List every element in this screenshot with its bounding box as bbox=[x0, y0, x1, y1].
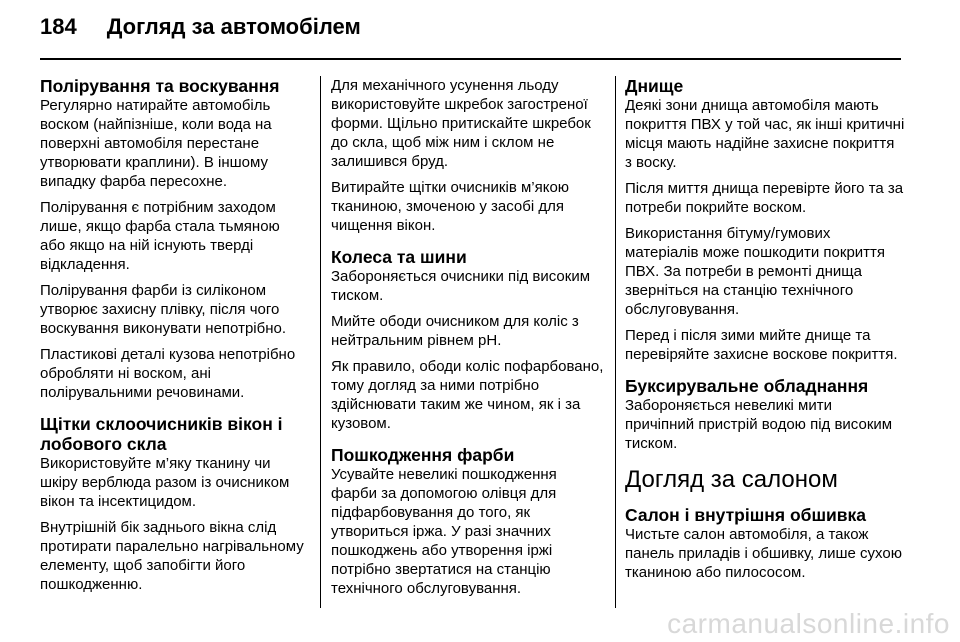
page-header bbox=[40, 14, 361, 48]
heading-towing: Буксирувальне обладнання bbox=[625, 376, 869, 396]
heading-paint-damage: Пошкодження фарби bbox=[331, 445, 515, 465]
column-divider bbox=[320, 76, 321, 608]
paragraph: Мийте ободи очисником для коліс з нейтральним рівнем pH. bbox=[331, 313, 579, 349]
heading-underbody: Днище bbox=[625, 76, 684, 96]
paragraph: Пластикові деталі кузова непотрібно обробляти ні воском, ані полірувальними речовинами. bbox=[40, 346, 296, 401]
paragraph: Використання бітуму/гумових матеріалів може пошкодити покриття ПВХ. За потреби в ремонті днища зверніться на станцію технічного обслуговування. bbox=[625, 225, 886, 318]
paragraph: Чистьте салон автомобіля, а також панель приладів і обшивку, лише сухою тканиною або пилососом. bbox=[625, 526, 902, 581]
paragraph: Усувайте невеликі пошкодження фарби за допомогою олівця для підфарбовування до того, як утвориться іржа. У разі значних пошкоджень або утворення іржі потрібно звертатися на станцію технічного обслуговування. bbox=[331, 466, 557, 597]
heading-wheels: Колеса та шини bbox=[331, 247, 467, 267]
paragraph: Полірування фарби із силіконом утворює захисну плівку, після чого воскування виконувати непотрібно. bbox=[40, 282, 286, 337]
column-divider bbox=[615, 76, 616, 608]
paragraph: Перед і після зими мийте днище та перевіряйте захисне воскове покриття. bbox=[625, 327, 898, 363]
column-3 bbox=[625, 76, 905, 589]
column-1 bbox=[40, 76, 308, 601]
header-rule bbox=[40, 58, 901, 60]
paragraph: Використовуйте м’яку тканину чи шкіру верблюда разом із очисником вікон та інсектицидом. bbox=[40, 455, 290, 510]
section-title-interior-care: Догляд за салоном bbox=[625, 466, 838, 493]
heading-interior: Салон і внутрішня обшивка bbox=[625, 505, 867, 525]
watermark: carmanualsonline.info bbox=[667, 608, 950, 639]
page-number: 184 bbox=[40, 14, 77, 39]
paragraph: Як правило, ободи коліс пофарбовано, тому догляд за ними потрібно здійснювати таким же чином, як і за кузовом. bbox=[331, 358, 604, 432]
paragraph: Полірування є потрібним заходом лише, якщо фарба стала тьмяною або якщо на ній існують тверді відкладення. bbox=[40, 199, 280, 273]
paragraph: Забороняється очисники під високим тиском. bbox=[331, 268, 591, 304]
paragraph: Забороняється невеликі мити причіпний пристрій водою під високим тиском. bbox=[625, 397, 893, 452]
heading-polishing: Полірування та воскування bbox=[40, 76, 280, 96]
heading-wipers: Щітки склоочисників вікон і лобового скла bbox=[40, 414, 283, 454]
paragraph: Деякі зони днища автомобіля мають покриття ПВХ у той час, як інші критичні місця мають надійне захисне покриття з воску. bbox=[625, 97, 905, 171]
paragraph: Витирайте щітки очисників м’якою тканиною, змоченою у засобі для чищення вікон. bbox=[331, 179, 570, 234]
running-title: Догляд за автомобілем bbox=[106, 14, 361, 39]
paragraph: Регулярно натирайте автомобіль воском (найпізніше, коли вода на поверхні автомобіля перестане утворювати краплини). В іншому випадку фарба пересохне. bbox=[40, 97, 272, 190]
paragraph: Для механічного усунення льоду використовуйте шкребок загостреної форми. Щільно притискайте шкребок до скла, щоб між ним і склом не залишився бруд. bbox=[331, 77, 591, 170]
paragraph: Після миття днища перевірте його та за потреби покрийте воском. bbox=[625, 180, 904, 216]
paragraph: Внутрішній бік заднього вікна слід протирати паралельно нагрівальному елементу, щоб запобігти його пошкодженню. bbox=[40, 519, 304, 593]
column-2 bbox=[331, 76, 606, 605]
